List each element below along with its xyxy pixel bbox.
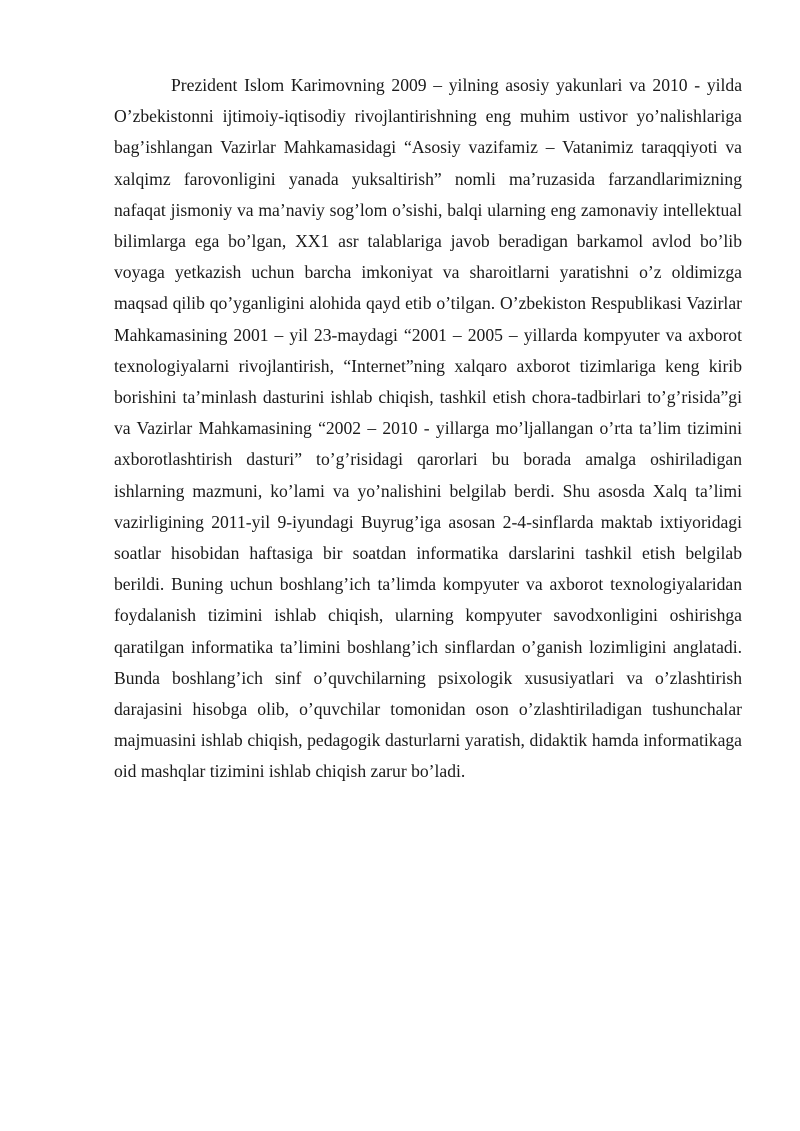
document-page <box>114 70 742 788</box>
body-paragraph: Prezident Islom Karimovning 2009 – yilning asosiy yakunlari va 2010 - yilda O’zbekistonni ijtimoiy-iqtisodiy rivojlantirishning eng muhim ustivor yo’nalishlariga bag’ishlangan Vazirlar Mahkamasidagi “Asosiy vazifamiz – Vatanimiz taraqqiyoti va xalqimz farovonligini yanada yuksaltirish” nomli ma’ruzasida farzandlarimizning nafaqat jismoniy va ma’naviy sog’lom o’sishi, balqi ularning eng zamonaviy intellektual bilimlarga ega bo’lgan, XX1 asr talablariga javob beradigan barkamol avlod bo’lib voyaga yetkazish uchun barcha imkoniyat va sharoitlarni yaratishni o’z oldimizga maqsad qilib qo’yganligini alohida qayd etib o’tilgan. O’zbekiston Respublikasi Vazirlar Mahkamasining 2001 – yil 23-maydagi “2001 – 2005 – yillarda kompyuter va axborot texnologiyalarni rivojlantirish, “Internet”ning xalqaro axborot tizimlariga keng kirib borishini ta’minlash dasturini ishlab chiqish, tashkil etish chora-tadbirlari to’g’risida”gi va Vazirlar Mahkamasining “2002 – 2010 - yillarga mo’ljallangan o’rta ta’lim tizimini axborotlashtirish dasturi” to’g’risidagi qarorlari bu borada amalga oshiriladigan ishlarning mazmuni, ko’lami va yo’nalishini belgilab berdi. Shu asosda Xalq ta’limi vazirligining 2011-yil 9-iyundagi Buyrug’iga asosan 2-4-sinflarda maktab ixtiyoridagi soatlar hisobidan haftasiga bir soatdan informatika darslarini tashkil etish belgilab berildi. Buning uchun boshlang’ich ta’limda kompyuter va axborot texnologiyalaridan foydalanish tizimini ishlab chiqish, ularning kompyuter savodxonligini oshirishga qaratilgan informatika ta’limini boshlang’ich sinflardan o’ganish lozimligini anglatadi. Bunda boshlang’ich sinf o’quvchilarning psixologik xususiyatlari va o’zlashtirish darajasini hisobga olib, o’quvchilar tomonidan oson o’zlashtiriladigan tushunchalar majmuasini ishlab chiqish, pedagogik dasturlarni yaratish, didaktik hamda informatikaga oid mashqlar tizimini ishlab chiqish zarur bo’ladi. <box>114 75 742 782</box>
